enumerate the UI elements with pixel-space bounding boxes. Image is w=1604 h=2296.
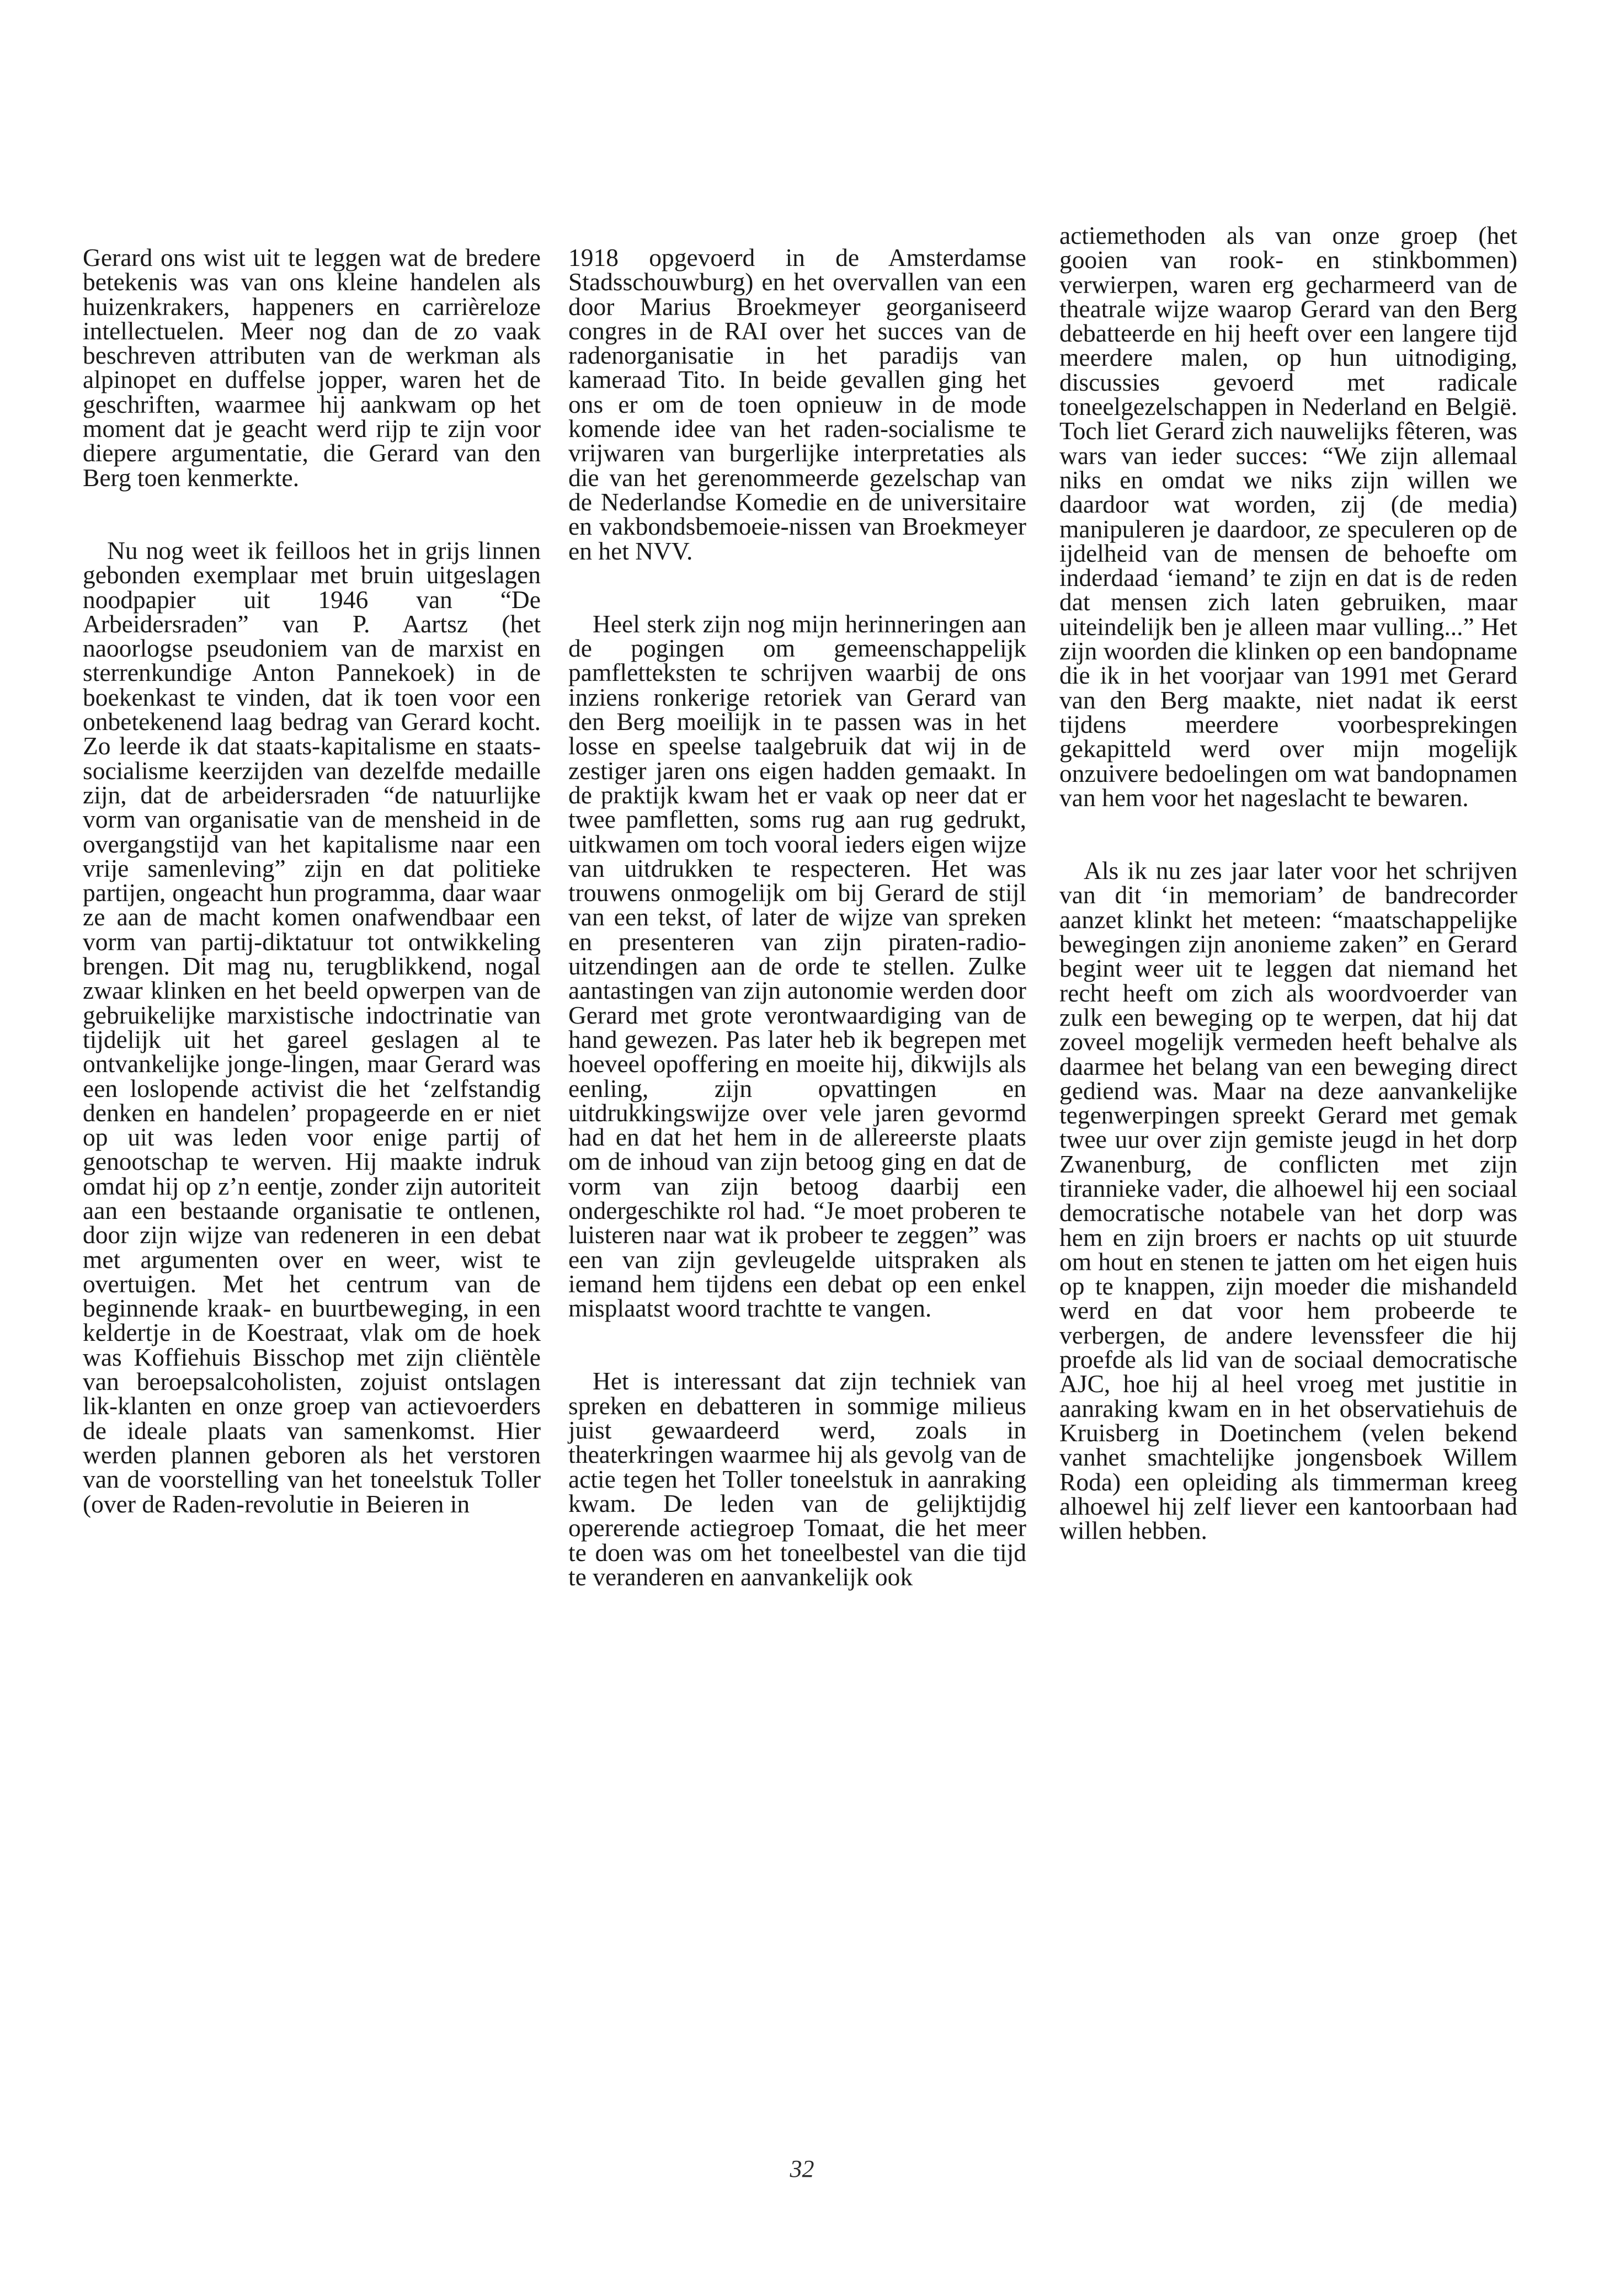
paragraph: Heel sterk zijn nog mijn herinneringen aan de pogingen om gemeenschappelijk pamfletteksten te schrijven waarbij de ons inziens ronkerige retoriek van Gerard van den Berg moeilijk in te passen was in het losse en speelse taalgebruik dat wij in de zestiger jaren ons eigen hadden gemaakt. In de praktijk kwam het er vaak op neer dat er twee pamfletten, soms rug aan rug gedrukt, uitkwamen om toch vooral ieders eigen wijze van uitdrukken te respecteren. Het was trouwens onmogelijk om bij Gerard de stijl van een tekst, of later de wijze van spreken en presenteren van zijn piraten-radio-uitzendingen aan de orde te stellen. Zulke aantastingen van zijn autonomie werden door Gerard met grote verontwaardiging van de hand gewezen. Pas later heb ik begrepen met hoeveel opoffering en moeite hij, dikwijls als eenling, zijn opvattingen en uitdrukkingswijze over vele jaren gevormd had en dat het hem in de allereerste plaats om de inhoud van zijn betoog ging en dat de vorm van zijn betoog daarbij een ondergeschikte rol had. “Je moet proberen te luisteren naar wat ik probeer te zeggen” was een van zijn gevleugelde uitspraken als iemand hem tijdens een debat op een enkel misplaatst woord trachtte te vangen. xyxy=(568,609,1026,1323)
paragraph: actiemethoden als van onze groep (het gooien van rook- en stinkbommen) verwierpen, waren erg gecharmeerd van de theatrale wijze waarop Gerard van den Berg debatteerde en hij heeft over een langere tijd meerdere malen, op hun uitnodiging, discussies gevoerd met radicale toneelgezelschappen in Nederland en België. Toch liet Gerard zich nauwelijks fêteren, was wars van ieder succes: “We zijn allemaal niks en omdat we niks zijn willen we daardoor wat worden, zij (de media) manipuleren je daardoor, ze speculeren op de ijdelheid van de mensen de behoefte om inderdaad ‘iemand’ te zijn en dat is de reden dat mensen zich laten gebruiken, maar uiteindelijk ben je alleen maar vulling...” Het zijn woorden die klinken op een bandopname die ik in het voorjaar van 1991 met Gerard van den Berg maakte, niet nadat ik eerst tijdens meerdere voorbesprekingen gekapitteld werd over mijn mogelijk onzuivere bedoelingen om wat bandopnamen van hem voor het nageslacht te bewaren. xyxy=(1059,221,1517,812)
paragraph: 1918 opgevoerd in de Amsterdamse Stadsschouwburg) en het overvallen van een door Marius Broekmeyer georganiseerd congres in de RAI over het succes van de radenorganisatie in het paradijs van kameraad Tito. In beide gevallen ging het ons er om de toen opnieuw in de mode komende idee van het raden-socialisme te vrijwaren van burgerlijke interpretaties als die van het gerenommeerde gezelschap van de Nederlandse Komedie en de universitaire en vakbondsbemoeie-nissen van Broekmeyer en het NVV. xyxy=(568,243,1026,565)
text-column-3 xyxy=(1059,223,1517,1543)
paragraph: Als ik nu zes jaar later voor het schrijven van dit ‘in memoriam’ de bandrecorder aanzet klinkt het meteen: “maatschappelijke bewegingen zijn anonieme zaken” en Gerard begint weer uit te leggen dat niemand het recht heeft om zich als woordvoerder van zulk een beweging op te werpen, dat hij dat zoveel mogelijk vermeden heeft behalve als daarmee het belang van een beweging direct gediend was. Maar na deze aanvankelijke tegenwerpingen spreekt Gerard met gemak twee uur over zijn gemiste jeugd in het dorp Zwanenburg, de conflicten met zijn tirannieke vader, die alhoewel hij een sociaal democratische notabele van het dorp was hem en zijn broers er nachts op uit stuurde om hout en stenen te jatten om het eigen huis op te knappen, zijn moeder die mishandeld werd en dat voor hem probeerde te verbergen, de andere levenssfeer die hij proefde als lid van de sociaal democratische AJC, hoe hij al heel vroeg met justitie in aanraking kwam en in het observatiehuis de Kruisberg in Doetinchem (velen bekend vanhet smachtelijke jongensboek Willem Roda) een opleiding als timmerman kreeg alhoewel hij zelf liever een kantoorbaan had willen hebben. xyxy=(1059,856,1517,1545)
paragraph: Gerard ons wist uit te leggen wat de bredere betekenis was van ons kleine handelen als huizenkrakers, happeners en carrièreloze intellectuelen. Meer nog dan de zo vaak beschreven attributen van de werkman als alpinopet en duffelse jopper, waren het de geschriften, waarmee hij aankwam op het moment dat je geacht werd rijp te zijn voor diepere argumentatie, die Gerard van den Berg toen kenmerkte. xyxy=(83,243,541,492)
text-column-2 xyxy=(568,243,1026,1591)
paragraph: Het is interessant dat zijn techniek van spreken en debatteren in sommige milieus juist gewaardeerd werd, zoals in theaterkringen waarmee hij als gevolg van de actie tegen het Toller toneelstuk in aanraking kwam. De leden van de gelijktijdig opererende actiegroep Tomaat, die het meer te doen was om het toneelbestel van die tijd te veranderen en aanvankelijk ook xyxy=(568,1367,1026,1591)
page-number: 32 xyxy=(790,2155,814,2182)
paragraph: Nu nog weet ik feilloos het in grijs linnen gebonden exemplaar met bruin uitgeslagen noodpapier uit 1946 van “De Arbeidersraden” van P. Aartsz (het naoorlogse pseudoniem van de marxist en sterrenkundige Anton Pannekoek) in de boekenkast te vinden, dat ik toen voor een onbetekenend laag bedrag van Gerard kocht. Zo leerde ik dat staats-kapitalisme en staats-socialisme keerzijden van dezelfde medaille zijn, dat de arbeidersraden “de natuurlijke vorm van organisatie van de mensheid in de overgangstijd van het kapitalisme naar een vrije samenleving” zijn en dat politieke partijen, ongeacht hun programma, daar waar ze aan de macht komen onafwendbaar een vorm van partij-diktatuur tot ontwikkeling brengen. Dit mag nu, terugblikkend, nogal zwaar klinken en het beeld opwerpen van de gebruikelijke marxistische indoctrinatie van tijdelijk uit het gareel geslagen al te ontvankelijke jonge-lingen, maar Gerard was een loslopende activist die het ‘zelfstandig denken en handelen’ propageerde en er niet op uit was leden voor enige partij of genootschap te werven. Hij maakte indruk omdat hij op z’n eentje, zonder zijn autoriteit aan een bestaande organisatie te ontlenen, door zijn wijze van redeneren in een debat met argumenten over en weer, wist te overtuigen. Met het centrum van de beginnende kraak- en buurtbeweging, in een keldertje in de Koestraat, vlak om de hoek was Koffiehuis Bisschop met zijn cliëntèle van beroepsalcoholisten, zojuist ontslagen lik-klanten en onze groep van actievoerders de ideale plaats van samenkomst. Hier werden plannen geboren als het verstoren van de voorstelling van het toneelstuk Toller (over de Raden-revolutie in Beieren in xyxy=(83,536,541,1518)
text-column-1 xyxy=(83,243,541,1518)
